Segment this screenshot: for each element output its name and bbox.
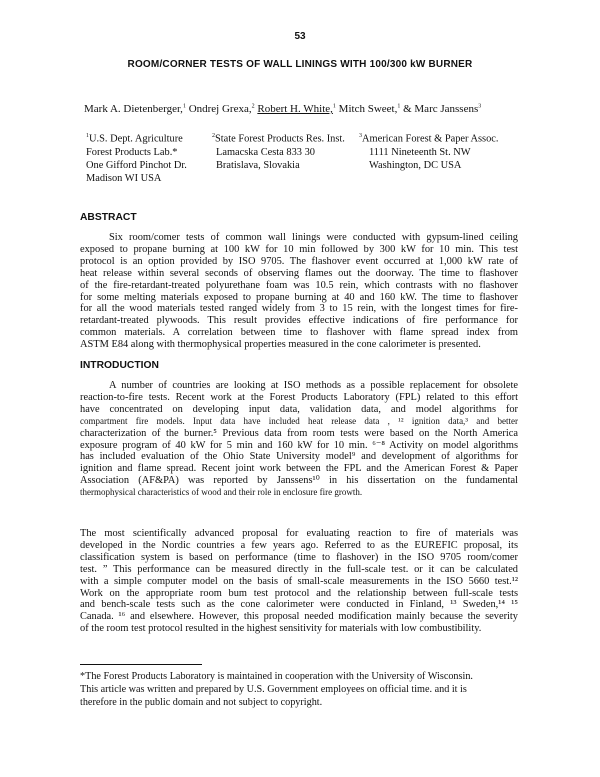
text-line: has included evaluation of the Ohio State University model⁹ and development of algorithms for <box>80 451 518 463</box>
text-line: developed in the Nordic countries a few years ago. Referred to as the EUREFIC proposal, its <box>80 539 518 551</box>
footnote-line: This article was written and prepared by U.S. Government employees on official time. and it is <box>80 684 467 695</box>
text-line: ASTM E84 along with thermophysical properties measured in the cone calorimeter is presented. <box>80 339 481 351</box>
affiliation-1 <box>86 130 187 185</box>
author: Ondrej Grexa, <box>188 103 252 115</box>
author-sup: 3 <box>478 103 482 110</box>
text-line: for some melting materials exposed to propane burning at 40 and 160 kW. The time to flashover <box>80 291 518 303</box>
text-line: compartment fire models. Input data have included heat release data , ¹² ignition data,³ and better <box>80 415 518 426</box>
affiliation-sup: 1 <box>86 133 89 139</box>
text-line: test. ” This performance can be measured directly in the full-scale test. or it can be calculated <box>80 563 518 575</box>
text-line: with a simple computer model on the basis of small-scale measurements in the ISO 5660 test.¹² <box>80 575 518 587</box>
affiliation-line: Washington, DC USA <box>369 159 462 171</box>
affiliation-line: U.S. Dept. Agriculture <box>89 133 183 145</box>
footnote-line: *The Forest Products Laboratory is maintained in cooperation with the University of Wisconsin. <box>80 671 473 682</box>
text-line: thermophysical characteristics of wood and their role in enclosure fire growth. <box>80 487 363 498</box>
page-number: 53 <box>294 31 306 42</box>
text-line: The most scientifically advanced proposal for evaluating reaction to fire of materials was <box>80 528 518 539</box>
text-line: classification system is based on performance (time to flashover) in the ISO 9705 room/comer <box>80 551 518 563</box>
author-sup: 2 <box>251 103 255 110</box>
author: & Marc Janssens <box>403 103 479 115</box>
author-sup: 1 <box>397 103 401 110</box>
footnote-line: therefore in the public domain and not subject to copyright. <box>80 697 323 708</box>
abstract-heading: ABSTRACT <box>80 212 137 223</box>
affiliation-line: Madison WI USA <box>86 173 162 185</box>
text-line: reaction-to-fire tests. Recent work at the Forest Products Laboratory (FPL) related to this effort <box>80 391 518 403</box>
text-line: common materials. A correlation between time to flashover with flame spread index from <box>80 327 518 339</box>
text-line: Canada. ¹⁶ and elsewhere. However, this proposal needed modification mainly because the severity <box>80 611 518 623</box>
author-list <box>84 103 554 115</box>
text-line: ignition and flame spread. Recent joint work between the FPL and the American Forest & Paper <box>80 463 518 475</box>
text-line: retardant-treated plywoods. This result provides effective indications of fire performance for <box>80 315 518 327</box>
affiliation-sup: 2 <box>212 133 215 139</box>
affiliation-line: Forest Products Lab.* <box>86 146 178 158</box>
text-line: of the room test protocol resulted in the highest sensitivity for materials with low combustibility. <box>80 623 482 635</box>
affiliation-line: Lamacska Cesta 833 30 <box>216 146 315 158</box>
text-line: of the fire-retardant-treated polyurethane foam was 10.5 rein, which contrasts with no flashover <box>80 279 518 291</box>
introduction-paragraph-2 <box>80 528 518 635</box>
paper-title: ROOM/CORNER TESTS OF WALL LININGS WITH 100/300 kW BURNER <box>127 59 473 70</box>
affiliation-line: American Forest & Paper Assoc. <box>362 133 499 145</box>
author-sup: 1 <box>182 103 186 110</box>
text-line: Association (AF&PA) was reported by Janssens¹⁰ in his dissertation on the fundamental <box>80 475 518 487</box>
author: Mark A. Dietenberger, <box>84 103 183 115</box>
text-line: and bench-scale tests such as the cone calorimeter were conducted in Finland, ¹³ Sweden,¹⁴ ¹⁵ <box>80 599 518 611</box>
author-sup: 1 <box>332 103 336 110</box>
author: Robert H. White, <box>257 103 333 115</box>
text-line: characterization of the burner.⁵ Previous data from room tests were based on the North America <box>80 427 518 439</box>
footnote <box>80 670 520 709</box>
affiliation-line: 1111 Nineteenth St. NW <box>369 146 471 158</box>
abstract-body <box>80 232 518 351</box>
affiliation-3 <box>359 130 499 172</box>
introduction-paragraph-1 <box>80 380 518 499</box>
text-line: Work on the appropriate room bum test protocol and the relationship between full-scale tests <box>80 587 518 599</box>
affiliation-sup: 3 <box>359 133 362 139</box>
footnote-divider <box>80 664 202 665</box>
text-line: exposure program of 40 kW for 5 min and 160 kW for 10 min. ⁶⁻⁸ Activity on model algorithms <box>80 439 518 451</box>
author: Mitch Sweet, <box>338 103 398 115</box>
affiliation-line: Bratislava, Slovakia <box>216 159 300 171</box>
text-line: for all the wood materials tested ranged widely from 3 to 15 rein, with the longest times for fire- <box>80 303 518 315</box>
text-line: heat release within several seconds of observing flames out the doorway. The time to flashover <box>80 267 518 279</box>
affiliation-2 <box>212 130 345 172</box>
text-line: protocol is an option provided by ISO 9705. The flashover event occurred at 1,000 kW rate of <box>80 255 518 267</box>
text-line: Six room/comer tests of common wall linings were conducted with gypsum-lined ceiling <box>109 232 518 243</box>
text-line: A number of countries are looking at ISO methods as a possible replacement for obsolete <box>109 380 518 391</box>
text-line: exposed to propane burning at 100 kW for 10 min followed by 300 kW for 10 min. This test <box>80 243 518 255</box>
affiliation-line: State Forest Products Res. Inst. <box>215 133 345 145</box>
affiliation-line: One Gifford Pinchot Dr. <box>86 159 187 171</box>
text-line: have concentrated on developing input data, validation data, and model algorithms for <box>80 403 518 415</box>
introduction-heading: INTRODUCTION <box>80 360 159 371</box>
